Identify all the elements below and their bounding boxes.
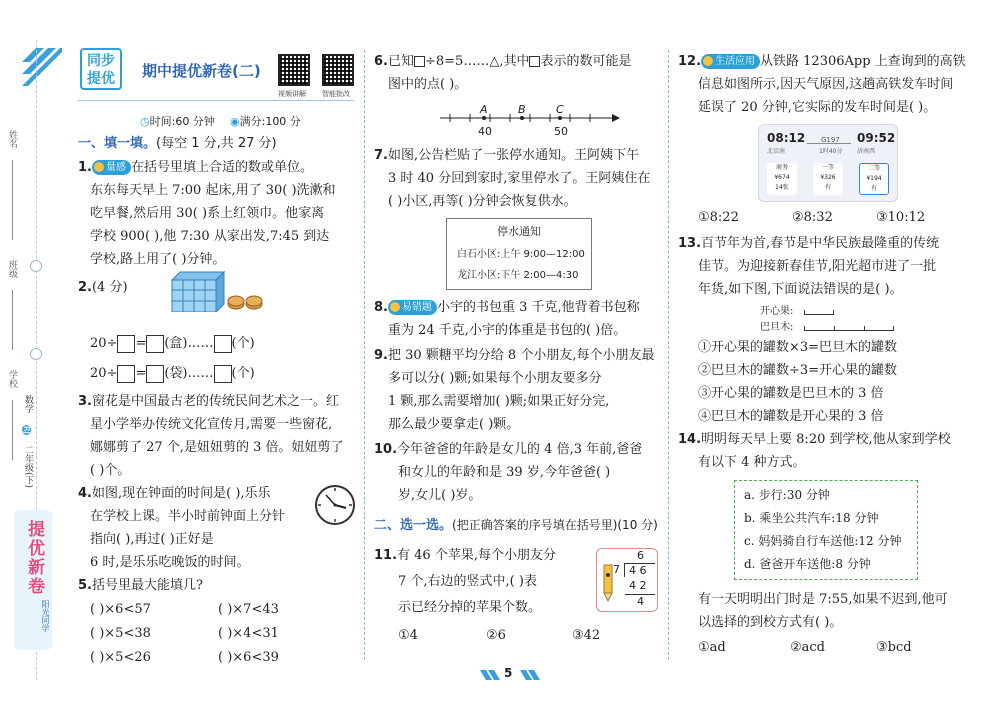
seat-option-selected[interactable]: 二等 ¥194 有 (859, 163, 889, 195)
q5-item: ( )×5<38 (90, 626, 151, 641)
transport-option: b. 乘坐公共汽车:18 分钟 (744, 511, 879, 525)
train-number: G197 (821, 136, 840, 144)
q5-line1: 5.括号里最大能填几? (78, 578, 203, 593)
answer-box[interactable] (117, 335, 135, 353)
q11-option[interactable]: ③42 (572, 628, 601, 643)
q4-line3: 指向( ),再过( )正好是 (90, 532, 214, 547)
section1-heading: 一、填一填。(每空 1 分,共 27 分) (78, 136, 277, 151)
depart-time: 08:12 (767, 131, 806, 145)
badam-label: 巴旦木: (760, 322, 794, 333)
q5-item: ( )×6<57 (90, 602, 151, 617)
q14-line4: 以选择的到校方式有( )。 (698, 615, 843, 630)
class-blank (12, 290, 13, 350)
name-label: 姓名 (7, 130, 17, 148)
answer-box[interactable] (146, 335, 164, 353)
name-blank (12, 160, 13, 240)
q11-option[interactable]: ②6 (486, 628, 506, 643)
q1-line1: 1. 量感 在括号里填上合适的数或单位。 (78, 160, 313, 175)
q9-line1: 9.把 30 颗糖平均分给 8 个小朋友,每个小朋友最 (374, 348, 655, 363)
q14-line2: 有以下 4 种方式。 (698, 455, 806, 470)
q2-row1: 20÷ = (盒)…… (个) (90, 336, 255, 351)
q8-line1: 8. 易错题 小宇的书包重 3 千克,他背着书包称 (374, 300, 640, 315)
qr-code-icon[interactable] (278, 54, 310, 86)
water-notice (446, 218, 592, 290)
q12-line2: 信息如图所示,因天气原因,这趟高铁发车时间 (698, 77, 954, 92)
answer-box[interactable] (146, 365, 164, 383)
q11-line1: 11.有 46 个苹果,每个小朋友分 (374, 548, 556, 563)
q6-line2: 图中的点( )。 (388, 77, 468, 92)
q7-line1: 7.如图,公告栏贴了一张停水通知。王阿姨下午 (374, 148, 640, 163)
q9-line3: 1 颗,那么需要增加( )颗;如果正好分完, (388, 394, 610, 409)
qr-code-icon[interactable] (322, 54, 354, 86)
q12-option[interactable]: ②8:32 (792, 210, 833, 225)
header-rule (78, 100, 354, 101)
q10-line3: 岁,女儿( )岁。 (398, 488, 482, 503)
pistachio-bar (804, 310, 834, 315)
tick-50: 50 (554, 125, 568, 138)
brand-logo: 提优新卷 (24, 520, 44, 596)
badam-bar (804, 326, 894, 331)
q7-line3: ( )小区,再等( )分钟会恢复供水。 (388, 194, 577, 209)
time-info: ◷时间:60 分钟 (140, 115, 215, 128)
q5-item: ( )×4<31 (218, 626, 279, 641)
q7-line2: 3 时 40 分回到家时,家里停水了。王阿姨住在 (388, 171, 651, 186)
transport-option: a. 步行:30 分钟 (744, 488, 830, 502)
from-station: 北京南 (767, 148, 786, 155)
q9-line2: 多可以分( )颗;如果每个小朋友要多分 (388, 371, 602, 386)
tag-badge: 生活应用 (701, 54, 760, 69)
q1-line4: 学校 900( ),他 7:30 从家出发,7:45 到达 (90, 229, 330, 244)
edition-badge: RJ (22, 426, 31, 434)
q14-answer[interactable]: ①ad (698, 640, 726, 655)
q11-line3: 示已经分掉的苹果个数。 (398, 600, 542, 615)
q10-line2: 和女儿的年龄和是 39 岁,今年爸爸( ) (398, 465, 611, 480)
q2-row2: 20÷ = (袋)…… (个) (90, 366, 255, 381)
q13-option[interactable]: ③开心果的罐数是巴旦木的 3 倍 (698, 386, 884, 401)
class-label: 班级 (7, 260, 17, 278)
q12-option[interactable]: ③10:12 (876, 210, 926, 225)
score-icon: ◉ (230, 115, 240, 128)
q5-item: ( )×7<43 (218, 602, 279, 617)
q10-line1: 10.今年爸爸的年龄是女儿的 4 倍,3 年前,爸爸 (374, 442, 643, 457)
clock-face-icon (314, 484, 356, 526)
duration: 1时40分 (819, 148, 843, 155)
q8-line2: 重为 24 千克,小宇的体重是书包的( )倍。 (388, 323, 627, 338)
clock-icon: ◷ (140, 115, 150, 128)
q5-item: ( )×6<39 (218, 650, 279, 665)
q12-line3: 延误了 20 分钟,它实际的发车时间是( )。 (698, 100, 937, 115)
notice-line: 龙江小区:下午 2:00—4:30 (457, 270, 579, 281)
to-station: 济南西 (857, 148, 876, 155)
q12-line1: 12. 生活应用 从铁路 12306App 上查询到的高铁 (678, 54, 966, 69)
q9-line4: 那么最少要拿走( )颗。 (388, 417, 520, 432)
arrive-time: 09:52 (857, 131, 896, 145)
q3-line4: ( )个。 (90, 463, 131, 478)
qr1-label: 视频讲解 (278, 90, 306, 98)
seat-option[interactable]: 商务 ¥674 14张 (767, 163, 797, 195)
candy-box-illustration (168, 270, 268, 312)
q1-line3: 吃早餐,然后用 30( )系上红领巾。他家离 (90, 206, 325, 221)
q3-line3: 娜娜剪了 27 个,是妞妞剪的 3 倍。妞妞剪了 (90, 440, 344, 455)
q14-line1: 14.明明每天早上要 8:20 到学校,他从家到学校 (678, 432, 951, 447)
q14-answer[interactable]: ②acd (790, 640, 826, 655)
column-divider (364, 50, 365, 660)
q1-line5: 学校,路上用了( )分钟。 (90, 252, 226, 267)
stripe-decoration (22, 48, 62, 88)
q11-line2: 7 个,右边的竖式中,( )表 (398, 574, 537, 589)
transport-option: c. 妈妈骑自行车送他:12 分钟 (744, 534, 902, 548)
q4-line1: 4.如图,现在钟面的时间是( ),乐乐 (78, 486, 271, 501)
point-a-label: A (480, 103, 488, 116)
column-divider (668, 50, 669, 660)
q13-line1: 13.百节年为首,春节是中华民族最隆重的传统 (678, 236, 940, 251)
transport-option: d. 爸爸开车送他:8 分钟 (744, 557, 871, 571)
subject-label: 数学 (23, 395, 33, 413)
score-info: ◉满分:100 分 (230, 115, 301, 128)
point-c-label: C (556, 103, 564, 116)
q12-option[interactable]: ①8:22 (698, 210, 739, 225)
q3-line2: 星小学举办传统文化宣传月,需要一些窗花, (90, 417, 333, 432)
answer-box[interactable] (214, 365, 232, 383)
q1-line2: 东东每天早上 7:00 起床,用了 30( )洗漱和 (90, 183, 336, 198)
q14-answer[interactable]: ③bcd (876, 640, 912, 655)
tag-badge: 量感 (92, 160, 131, 175)
q5-item: ( )×5<26 (90, 650, 151, 665)
number-line (440, 98, 620, 138)
q11-option[interactable]: ①4 (398, 628, 418, 643)
q2-label: 2.(4 分) (78, 280, 128, 295)
q13-option[interactable]: ①开心果的罐数×3=巴旦木的罐数 (698, 340, 898, 355)
notice-line: 白石小区:上午 9:00—12:00 (457, 249, 585, 260)
q13-option[interactable]: ②巴旦木的罐数÷3=开心果的罐数 (698, 363, 898, 378)
answer-box[interactable] (117, 365, 135, 383)
q14-line3: 有一天明明出门时是 7:55,如果不迟到,他可 (698, 592, 948, 607)
grade-label: 二年级(下) (23, 445, 33, 489)
q13-option[interactable]: ④巴旦木的罐数是开心果的 3 倍 (698, 409, 884, 424)
point-b-label: B (518, 103, 526, 116)
long-division-box: 6 7 4 6 4 2 4 (596, 548, 658, 612)
answer-box[interactable] (214, 335, 232, 353)
notice-title: 停水通知 (497, 225, 541, 238)
school-blank (12, 400, 13, 460)
tag-badge: 易错题 (388, 300, 437, 315)
q13-line2: 佳节。为迎接新春佳节,阳光超市进了一批 (698, 259, 937, 274)
q6-line1: 6.已知 ÷8=5……△,其中 表示的数可能是 (374, 54, 632, 69)
page-number: 5 (504, 666, 513, 680)
q13-line3: 年货,如下图,下面说法错误的是( )。 (698, 282, 903, 297)
train-ticket-card (758, 124, 898, 202)
q4-line2: 在学校上课。半小时前钟面上分针 (90, 509, 286, 524)
brand-small: 阳光同学 (41, 600, 50, 632)
q4-line4: 6 时,是乐乐吃晚饭的时间。 (90, 555, 250, 570)
pistachio-label: 开心果: (760, 306, 794, 317)
binding-hole (30, 260, 42, 272)
school-label: 学校 (7, 370, 17, 388)
section2-heading: 二、选一选。(把正确答案的序号填在括号里)(10 分) (374, 518, 658, 533)
page-title: 期中提优新卷(二) (142, 62, 261, 80)
binding-sidebar (0, 0, 70, 710)
qr2-label: 智能批改 (322, 90, 350, 98)
tick-40: 40 (478, 125, 492, 138)
sync-badge: 同步 提优 (80, 48, 122, 90)
binding-hole (30, 348, 42, 360)
seat-option[interactable]: 一等 ¥326 有 (813, 163, 843, 195)
q3-line1: 3.窗花是中国最古老的传统民间艺术之一。红 (78, 394, 339, 409)
